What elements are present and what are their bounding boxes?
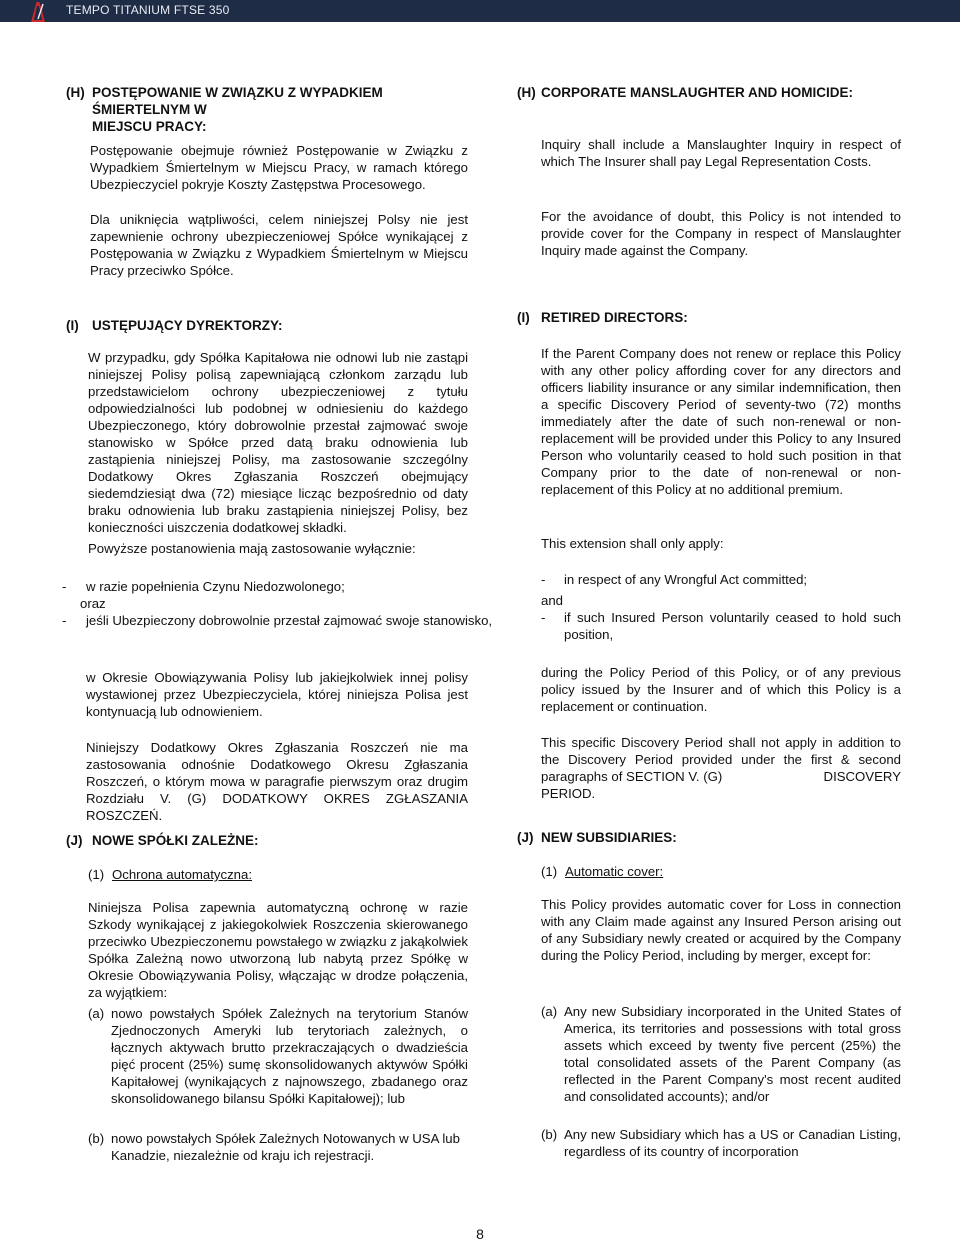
right-j-paragraph-1: This Policy provides automatic cover for Loss in connection with any Claim made against any Insured Person arising out of any Subsidiary newly created or acquired by the Company during the Policy Period, including by merger, except for: [541,897,901,963]
left-j-heading: NOWE SPÓŁKI ZALEŻNE: [92,833,259,848]
left-i-label: (I) [66,318,79,333]
left-i-bullet-2-dash: - [62,613,67,628]
left-i-paragraph-4: Niniejszy Dodatkowy Okres Zgłaszania Roszczeń nie ma zastosowania odnośnie Dodatkowego Okresu Zgłaszania Roszczeń, o którym mowa w paragrafie pierwszym oraz drugim Rozdziału V. (G) DODATKOWY OKRES ZGŁASZANIA ROSZCZEŃ. [86,740,468,823]
right-h-paragraph-2: For the avoidance of doubt, this Policy is not intended to provide cover for the Company in respect of Manslaughter Inquiry made against the Company. [541,209,901,258]
left-i-oraz: oraz [80,596,106,611]
right-j-item-a: Any new Subsidiary incorporated in the United States of America, its territories and possessions with total gross assets which exceed by twenty five percent (25%) the total consolidated assets of the Parent Company (as reflected in the Parent Company's most recent audited and consolidated accounts); and/or [564,1004,901,1104]
left-j-label: (J) [66,833,83,848]
right-j-b-label: (b) [541,1127,558,1142]
left-i-paragraph-1: W przypadku, gdy Spółka Kapitałowa nie odnowi lub nie zastąpi niniejszej Polisy polisą zapewniającą członkom zarządu lub przedstawicielom ochrony ubezpieczeniowej z tytułu odpowiedzialności lub podobnej w odniesieniu do każdego Ubezpieczonego, który dobrowolnie przestał zajmować swoje stanowisko w Spółce przed datą braku odnowienia lub zastąpienia niniejszej Polisy, ma zastosowanie szczególny Dodatkowy Okres Zgłaszania Roszczeń obejmujący siedemdziesiąt dwa (72) miesiące licząc bezpośrednio od daty braku odnowienia lub braku zastąpienia niniejszej Polisy, bez konieczności uiszczenia dodatkowej składki. [88,350,468,535]
left-i-paragraph-3: w Okresie Obowiązywania Polisy lub jakiejkolwiek innej polisy wystawionej przez Ubezpieczyciela, której niniejsza Polisa jest kontynuacją lub odnowieniem. [86,670,468,719]
page-number: 8 [476,1226,484,1242]
header-bar [0,0,960,22]
metronome-logo-icon [28,1,48,22]
right-i-bullet-1-dash: - [541,572,546,587]
right-j-sub-number: (1) [541,864,558,879]
right-i-paragraph-4-line-3 [541,768,901,785]
right-i-bullet-1: in respect of any Wrongful Act committed; [564,572,808,587]
right-i-paragraph-4-line-3-right: DISCOVERY [823,769,901,784]
right-h-label: (H) [517,85,536,100]
left-i-bullet-2: jeśli Ubezpieczony dobrowolnie przestał zajmować swoje stanowisko, [86,613,493,628]
left-j-item-a: nowo powstałych Spółek Zależnych na terytorium Stanów Zjednoczonych Ameryki lub terytoriach zależnych, o łącznych aktywach brutto przekraczających o dwadzieścia pięć procent (25%) sumę skonsolidowanych aktywów Spółki Kapitałowej (wynikających z najnowszego, zbadanego oraz skonsolidowanego bilansu Spółki Kapitałowej); lub [111,1006,468,1106]
left-j-b-label: (b) [88,1131,105,1146]
left-h-paragraph-1: Postępowanie obejmuje również Postępowanie w Związku z Wypadkiem Śmiertelnym w Miejscu Pracy, w ramach którego Ubezpieczyciel pokryje Koszty Zastępstwa Procesowego. [90,143,468,192]
left-h-heading-line2: MIEJSCU PRACY: [92,119,207,134]
right-i-paragraph-4-line-2: the Discovery Period provided under the first & second [541,752,901,767]
left-j-sub-title: Ochrona automatyczna: [112,867,253,882]
right-i-paragraph-4-line-1: This specific Discovery Period shall not apply in addition to [541,735,901,750]
right-i-paragraph-3: during the Policy Period of this Policy, or of any previous policy issued by the Insurer and of which this Policy is a replacement or continuation. [541,665,901,714]
right-i-paragraph-1: If the Parent Company does not renew or replace this Policy with any other policy affording cover for any directors and officers liability insurance or any similar indemnification, then a specific Discovery Period of seventy-two (72) months immediately after the date of such non-renewal or non-replacement will be provided under this Policy to any Insured Person who voluntarily ceased to hold such position in that Company prior to the date of non-renewal or non-replacement of this Policy at no additional premium. [541,346,901,497]
right-i-and: and [541,593,564,608]
left-i-bullet-1-dash: - [62,579,67,594]
left-i-paragraph-2: Powyższe postanowienia mają zastosowanie wyłącznie: [88,541,416,556]
right-j-sub-title: Automatic cover: [565,864,664,879]
right-i-paragraph-4 [541,734,901,802]
right-i-paragraph-2: This extension shall only apply: [541,536,724,551]
left-i-bullet-1: w razie popełnienia Czynu Niedozwolonego; [86,579,345,594]
left-j-a-label: (a) [88,1006,105,1021]
right-i-heading: RETIRED DIRECTORS: [541,310,688,325]
right-i-paragraph-4-line-4: PERIOD. [541,786,596,801]
left-i-heading: USTĘPUJĄCY DYREKTORZY: [92,318,283,333]
right-i-bullet-2: if such Insured Person voluntarily ceased to hold such position, [564,610,901,642]
right-i-label: (I) [517,310,530,325]
left-j-item-b: nowo powstałych Spółek Zależnych Notowanych w USA lub Kanadzie, niezależnie od kraju ich rejestracji. [111,1131,460,1163]
left-h-heading-line1: POSTĘPOWANIE W ZWIĄZKU Z WYPADKIEM ŚMIERTELNYM W [92,85,383,117]
right-i-paragraph-4-line-3-left: paragraphs of SECTION V. (G) [541,769,723,784]
right-h-heading: CORPORATE MANSLAUGHTER AND HOMICIDE: [541,85,853,100]
right-j-a-label: (a) [541,1004,558,1019]
left-h-heading [92,84,484,135]
left-j-sub-number: (1) [88,867,105,882]
left-h-paragraph-2: Dla uniknięcia wątpliwości, celem niniejszej Polsy nie jest zapewnienie ochrony ubezpieczeniowej Spółce wynikającej z Postępowania w Związku z Wypadkiem Śmiertelnym w Miejscu Pracy przeciwko Spółce. [90,212,468,278]
left-j-paragraph-1: Niniejsza Polisa zapewnia automatyczną ochronę w razie Szkody wynikającej z jakiegokolwiek Roszczenia skierowanego przeciwko Ubezpieczonemu powstałego w związku z jakąkolwiek Spółka Zależną nowo utworzoną lub nabytą przez Spółkę w Okresie Obowiązywania Polisy, włączając w drodze połączenia, za wyjątkiem: [88,900,468,1000]
right-h-paragraph-1: Inquiry shall include a Manslaughter Inquiry in respect of which The Insurer shall pay Legal Representation Costs. [541,137,901,169]
right-j-label: (J) [517,830,534,845]
right-j-heading: NEW SUBSIDIARIES: [541,830,677,845]
header-title: TEMPO TITANIUM FTSE 350 [66,3,230,17]
right-i-bullet-2-dash: - [541,610,546,625]
left-h-label: (H) [66,85,85,100]
right-j-item-b: Any new Subsidiary which has a US or Canadian Listing, regardless of its country of incorporation [564,1127,901,1159]
